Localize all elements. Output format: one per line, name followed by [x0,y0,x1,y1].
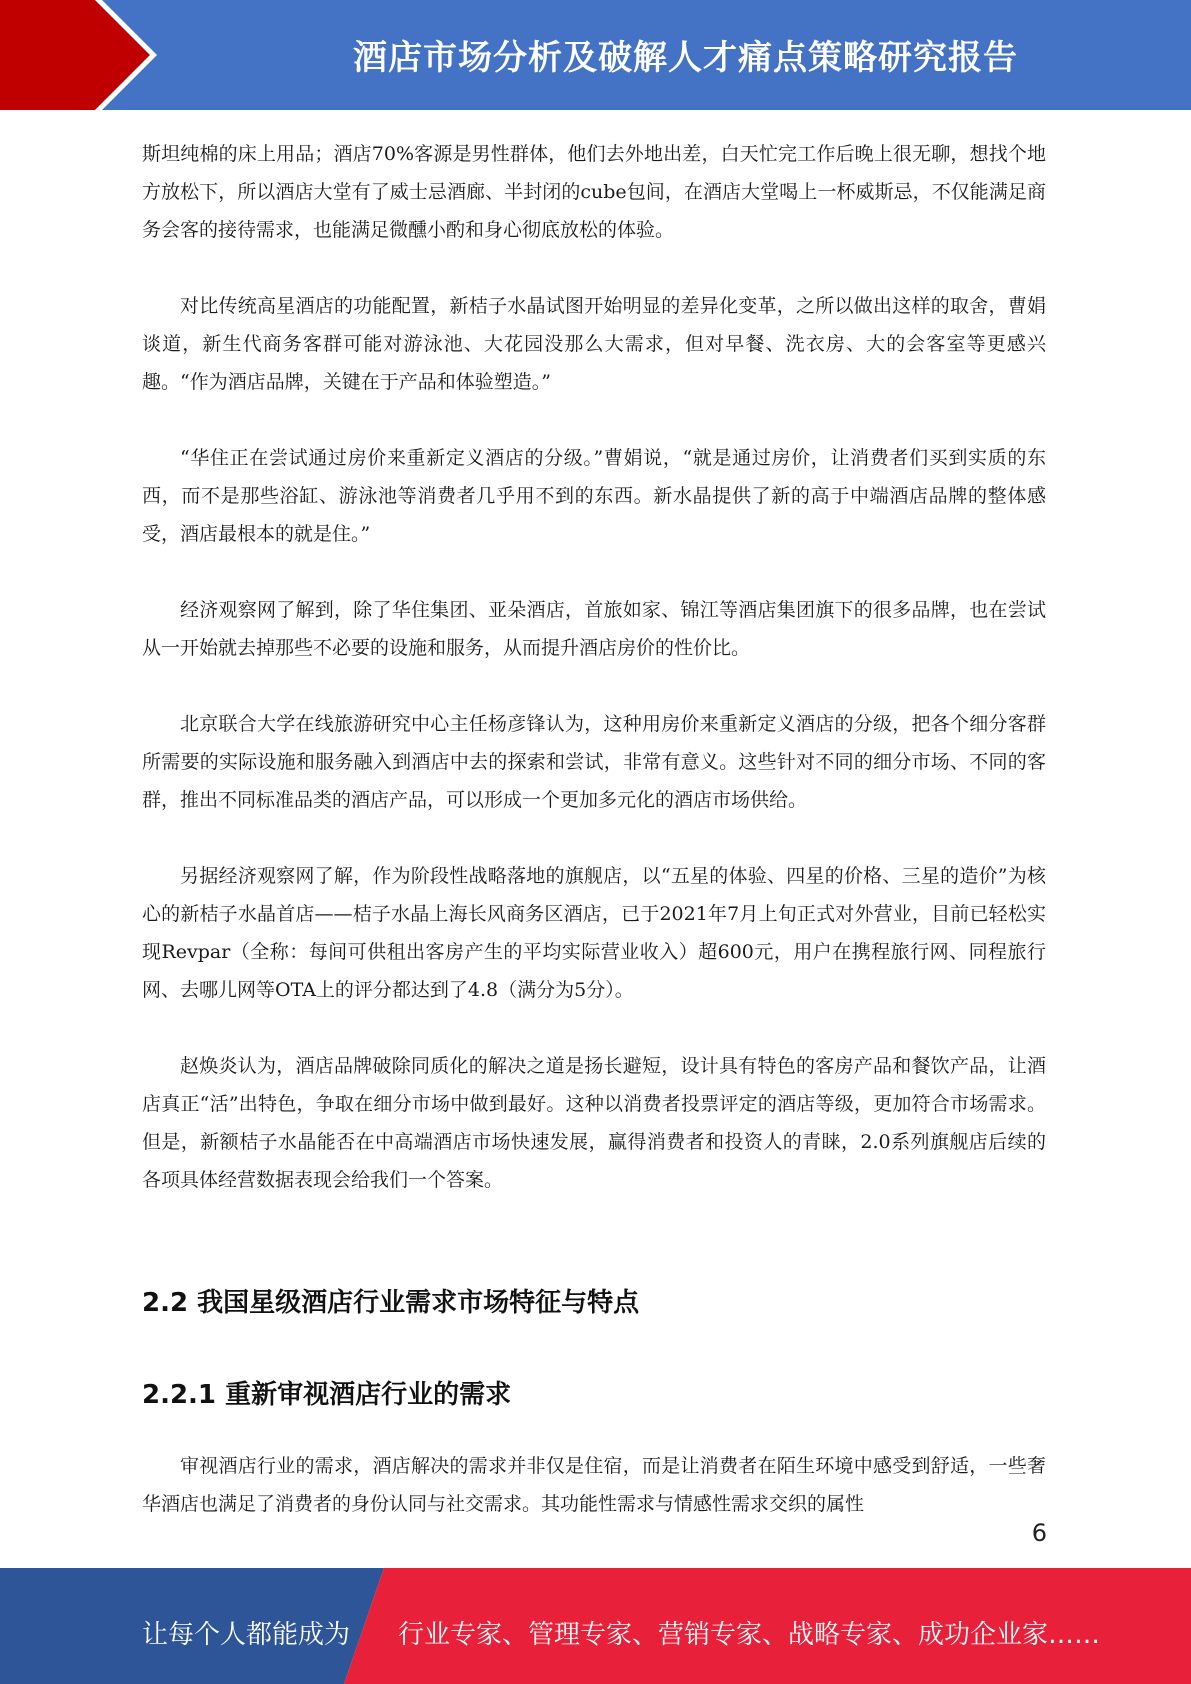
footer-slogan-left: 让每个人都能成为 [142,1620,351,1650]
section-heading-2-2-1: 2.2.1 重新审视酒店行业的需求 [142,1380,512,1410]
section-body [142,1447,1046,1561]
footer-slogan-right: 行业专家、管理专家、营销专家、战略专家、成功企业家…… [398,1620,1101,1650]
paragraph: 审视酒店行业的需求，酒店解决的需求并非仅是住宿，而是让消费者在陌生环境中感受到舒适，一些奢华酒店也满足了消费者的身份认同与社交需求。其功能性需求与情感性需求交织的属性 [142,1455,1046,1515]
page-header [0,0,1191,110]
paragraph: 北京联合大学在线旅游研究中心主任杨彦锋认为，这种用房价来重新定义酒店的分级，把各个细分客群所需要的实际设施和服务融入到酒店中去的探索和尝试，非常有意义。这些针对不同的细分市场、不同的客群，推出不同标准品类的酒店产品，可以形成一个更加多元化的酒店市场供给。 [142,713,1046,811]
report-title: 酒店市场分析及破解人才痛点策略研究报告 [353,38,1018,78]
paragraph: 经济观察网了解到，除了华住集团、亚朵酒店，首旅如家、锦江等酒店集团旗下的很多品牌，也在尝试从一开始就去掉那些不必要的设施和服务，从而提升酒店房价的性价比。 [142,599,1046,659]
paragraph: 斯坦纯棉的床上用品；酒店70%客源是男性群体，他们去外地出差，白天忙完工作后晚上很无聊，想找个地方放松下，所以酒店大堂有了威士忌酒廊、半封闭的cube包间，在酒店大堂喝上一杯威斯忌，不仅能满足商务会客的接待需求，也能满足微醺小酌和身心彻底放松的体验。 [142,143,1046,241]
page-number: 6 [1031,1519,1047,1547]
main-body [142,135,1046,1237]
paragraph: 对比传统高星酒店的功能配置，新桔子水晶试图开始明显的差异化变革，之所以做出这样的取舍，曹娟谈道，新生代商务客群可能对游泳池、大花园没那么大需求，但对早餐、洗衣房、大的会客室等更感兴趣。“作为酒店品牌，关键在于产品和体验塑造。” [142,295,1046,393]
paragraph: “华住正在尝试通过房价来重新定义酒店的分级。”曹娟说，“就是通过房价，让消费者们买到实质的东西，而不是那些浴缸、游泳池等消费者几乎用不到的东西。新水晶提供了新的高于中端酒店品牌的整体感受，酒店最根本的就是住。” [142,447,1046,545]
paragraph: 另据经济观察网了解，作为阶段性战略落地的旗舰店，以“五星的体验、四星的价格、三星的造价”为核心的新桔子水晶首店——桔子水晶上海长风商务区酒店，已于2021年7月上旬正式对外营业，目前已轻松实现Revpar（全称：每间可供租出客房产生的平均实际营业收入）超600元，用户在携程旅行网、同程旅行网、去哪儿网等OTA上的评分都达到了4.8（满分为5分）。 [142,865,1046,1001]
section-heading-2-2: 2.2 我国星级酒店行业需求市场特征与特点 [142,1288,640,1318]
page-footer [0,1568,1191,1684]
paragraph: 赵焕炎认为，酒店品牌破除同质化的解决之道是扬长避短，设计具有特色的客房产品和餐饮产品，让酒店真正“活”出特色，争取在细分市场中做到最好。这种以消费者投票评定的酒店等级，更加符合市场需求。但是，新额桔子水晶能否在中高端酒店市场快速发展，赢得消费者和投资人的青睐，2.0系列旗舰店后续的各项具体经营数据表现会给我们一个答案。 [142,1055,1046,1191]
